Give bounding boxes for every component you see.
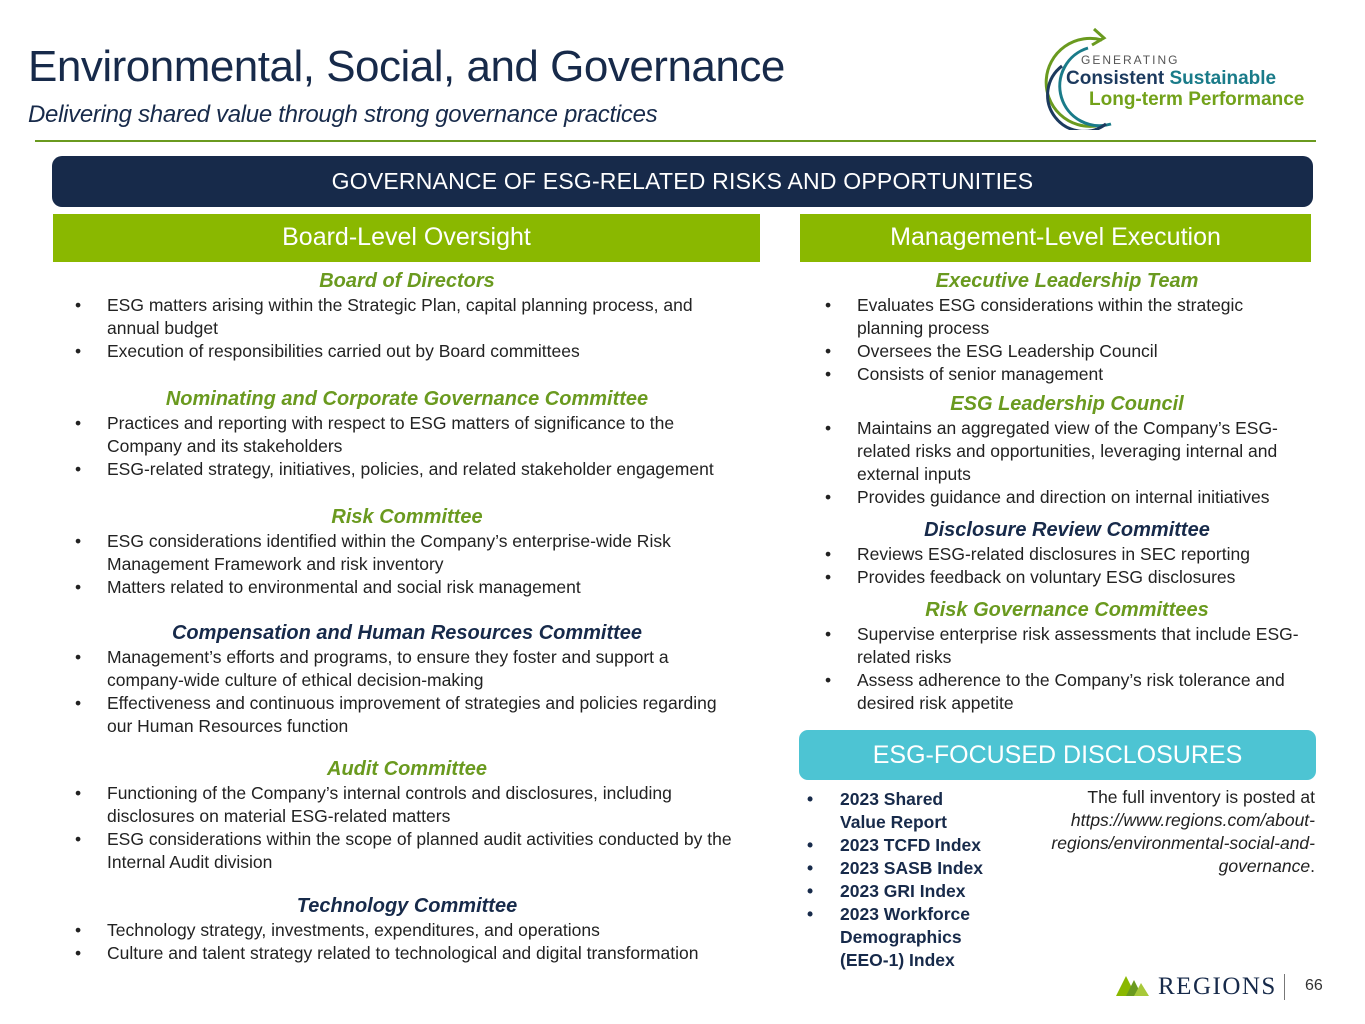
bullet-dot: • [75,693,82,713]
bullet-dot: • [825,624,832,644]
list-item [72,576,742,599]
board-oversight-header: Board-Level Oversight [53,214,760,262]
section-title: Technology Committee [296,895,518,917]
bullet-dot: • [825,418,832,438]
list-item-text: Practices and reporting with respect to ESG matters of significance to the Company and its stakeholders [107,413,675,456]
list-item [72,782,742,828]
list-item-text: Supervise enterprise risk assessments that include ESG-related risks [857,624,1299,667]
board-section [72,620,742,738]
list-item-text: Consists of senior management [857,364,1104,384]
bullet-dot: • [75,295,82,315]
section-title: Nominating and Corporate Governance Committee [165,388,649,410]
bullet-dot: • [825,567,832,587]
bullet-list [822,543,1312,589]
bullet-list [72,646,742,738]
bullet-dot: • [807,904,814,924]
list-item [72,340,742,363]
section-title: Compensation and Human Resources Committee [171,622,643,644]
list-item [805,788,990,834]
bullet-dot: • [807,881,814,901]
section-title: Risk Committee [331,506,483,528]
bullet-dot: • [75,943,82,963]
inventory-note-period: . [1310,856,1315,876]
list-item [822,623,1312,669]
list-item [822,417,1312,486]
list-item [805,880,990,903]
section-title: Executive Leadership Team [935,270,1199,292]
list-item [72,458,742,481]
bullet-dot: • [825,341,832,361]
list-item-text: Reviews ESG-related disclosures in SEC reporting [857,544,1250,564]
board-section [72,504,742,599]
title-divider [35,140,1316,142]
bullet-dot: • [807,858,814,878]
list-item-text: ESG considerations identified within the Company’s enterprise-wide Risk Management Framework and risk inventory [107,531,671,574]
list-item [805,857,990,880]
regions-wordmark: REGIONS [1158,973,1277,1000]
bullet-list [72,919,742,965]
list-item [805,834,990,857]
list-item [72,828,742,874]
list-item-text: Execution of responsibilities carried out by Board committees [107,341,580,361]
brand-line-2: Long-term Performance [1089,89,1305,110]
section-title: Risk Governance Committees [925,599,1209,621]
list-item-text: Management’s efforts and programs, to ensure they foster and support a company-wide culture of ethical decision-making [107,647,669,690]
bullet-list [72,294,742,363]
management-execution-header: Management-Level Execution [800,214,1311,262]
board-section [72,893,742,965]
page-subtitle: Delivering shared value through strong governance practices [28,101,658,128]
list-item [822,294,1312,340]
list-item-text: Provides feedback on voluntary ESG disclosures [857,567,1236,587]
bullet-dot: • [825,364,832,384]
list-item-text: Matters related to environmental and social risk management [107,577,581,597]
management-section [822,517,1312,589]
bullet-list [72,412,742,481]
board-section [72,268,742,363]
esg-disclosures-header: ESG-FOCUSED DISCLOSURES [799,730,1316,780]
bullet-dot: • [75,531,82,551]
section-title: Audit Committee [327,758,487,780]
inventory-note-text: The full inventory is posted at [1087,787,1315,807]
bullet-list [822,623,1312,715]
brand-consistent: Consistent [1066,68,1165,89]
disclosure-item: 2023 TCFD Index [840,835,982,855]
inventory-note [985,786,1315,878]
list-item-text: Assess adherence to the Company’s risk tolerance and desired risk appetite [857,670,1285,713]
bullet-dot: • [807,835,814,855]
list-item-text: Oversees the ESG Leadership Council [857,341,1158,361]
list-item [822,363,1312,386]
list-item [72,530,742,576]
bullet-dot: • [75,459,82,479]
list-item-text: ESG matters arising within the Strategic Plan, capital planning process, and annual budget [107,295,693,338]
footer-separator [1284,974,1285,1000]
management-section [822,268,1312,386]
list-item [72,646,742,692]
list-item-text: Functioning of the Company’s internal controls and disclosures, including disclosures on material ESG-related matters [107,783,672,826]
bullet-list [72,530,742,599]
bullet-dot: • [75,647,82,667]
section-title: Board of Directors [319,270,495,292]
brand-line-1 [1066,68,1276,90]
bullet-dot: • [825,544,832,564]
list-item-text: Maintains an aggregated view of the Company’s ESG-related risks and opportunities, leveraging internal and external inputs [857,418,1278,484]
section-title: ESG Leadership Council [950,393,1184,415]
management-section [822,597,1312,715]
list-item [822,340,1312,363]
list-item-text: Effectiveness and continuous improvement of strategies and policies regarding our Human Resources function [107,693,717,736]
bullet-dot: • [825,487,832,507]
board-section [72,386,742,481]
bullet-dot: • [75,829,82,849]
section-title: Disclosure Review Committee [924,519,1210,541]
disclosure-item: 2023 Workforce Demographics (EEO-1) Index [840,904,971,970]
list-item [72,294,742,340]
bullet-dot: • [825,670,832,690]
board-section [72,756,742,874]
list-item-text: ESG considerations within the scope of planned audit activities conducted by the Internal Audit division [107,829,732,872]
list-item [72,942,742,965]
regions-pyramid-icon [1112,970,1152,998]
page-number: 66 [1305,977,1323,994]
bullet-dot: • [75,920,82,940]
list-item [805,903,990,972]
bullet-list [822,294,1312,386]
bullet-list [72,782,742,874]
list-item-text: ESG-related strategy, initiatives, policies, and related stakeholder engagement [107,459,714,479]
bullet-dot: • [807,789,814,809]
governance-banner: GOVERNANCE OF ESG-RELATED RISKS AND OPPORTUNITIES [52,156,1313,207]
brand-sustainable: Sustainable [1169,68,1277,89]
bullet-dot: • [825,295,832,315]
disclosure-item: 2023 SASB Index [840,858,983,878]
bullet-dot: • [75,413,82,433]
management-section [822,391,1312,509]
inventory-url-link[interactable]: https://www.regions.com/about-regions/environmental-social-and-governance [1051,810,1315,876]
list-item [822,566,1312,589]
bullet-list [822,417,1312,509]
disclosure-item: 2023 GRI Index [840,881,966,901]
list-item [72,919,742,942]
list-item [72,412,742,458]
regions-logo [1112,968,1282,1000]
list-item [822,543,1312,566]
disclosure-list [805,788,990,972]
brand-tagline-logo [1036,26,1326,130]
list-item-text: Provides guidance and direction on internal initiatives [857,487,1270,507]
bullet-dot: • [75,783,82,803]
bullet-dot: • [75,341,82,361]
disclosure-item: 2023 Shared Value Report [840,789,947,832]
list-item-text: Evaluates ESG considerations within the strategic planning process [857,295,1244,338]
list-item-text: Culture and talent strategy related to technological and digital transformation [107,943,699,963]
page-title: Environmental, Social, and Governance [28,42,785,91]
bullet-dot: • [75,577,82,597]
brand-generating-label: GENERATING [1081,53,1180,67]
list-item [822,486,1312,509]
list-item [72,692,742,738]
list-item [822,669,1312,715]
list-item-text: Technology strategy, investments, expenditures, and operations [107,920,600,940]
